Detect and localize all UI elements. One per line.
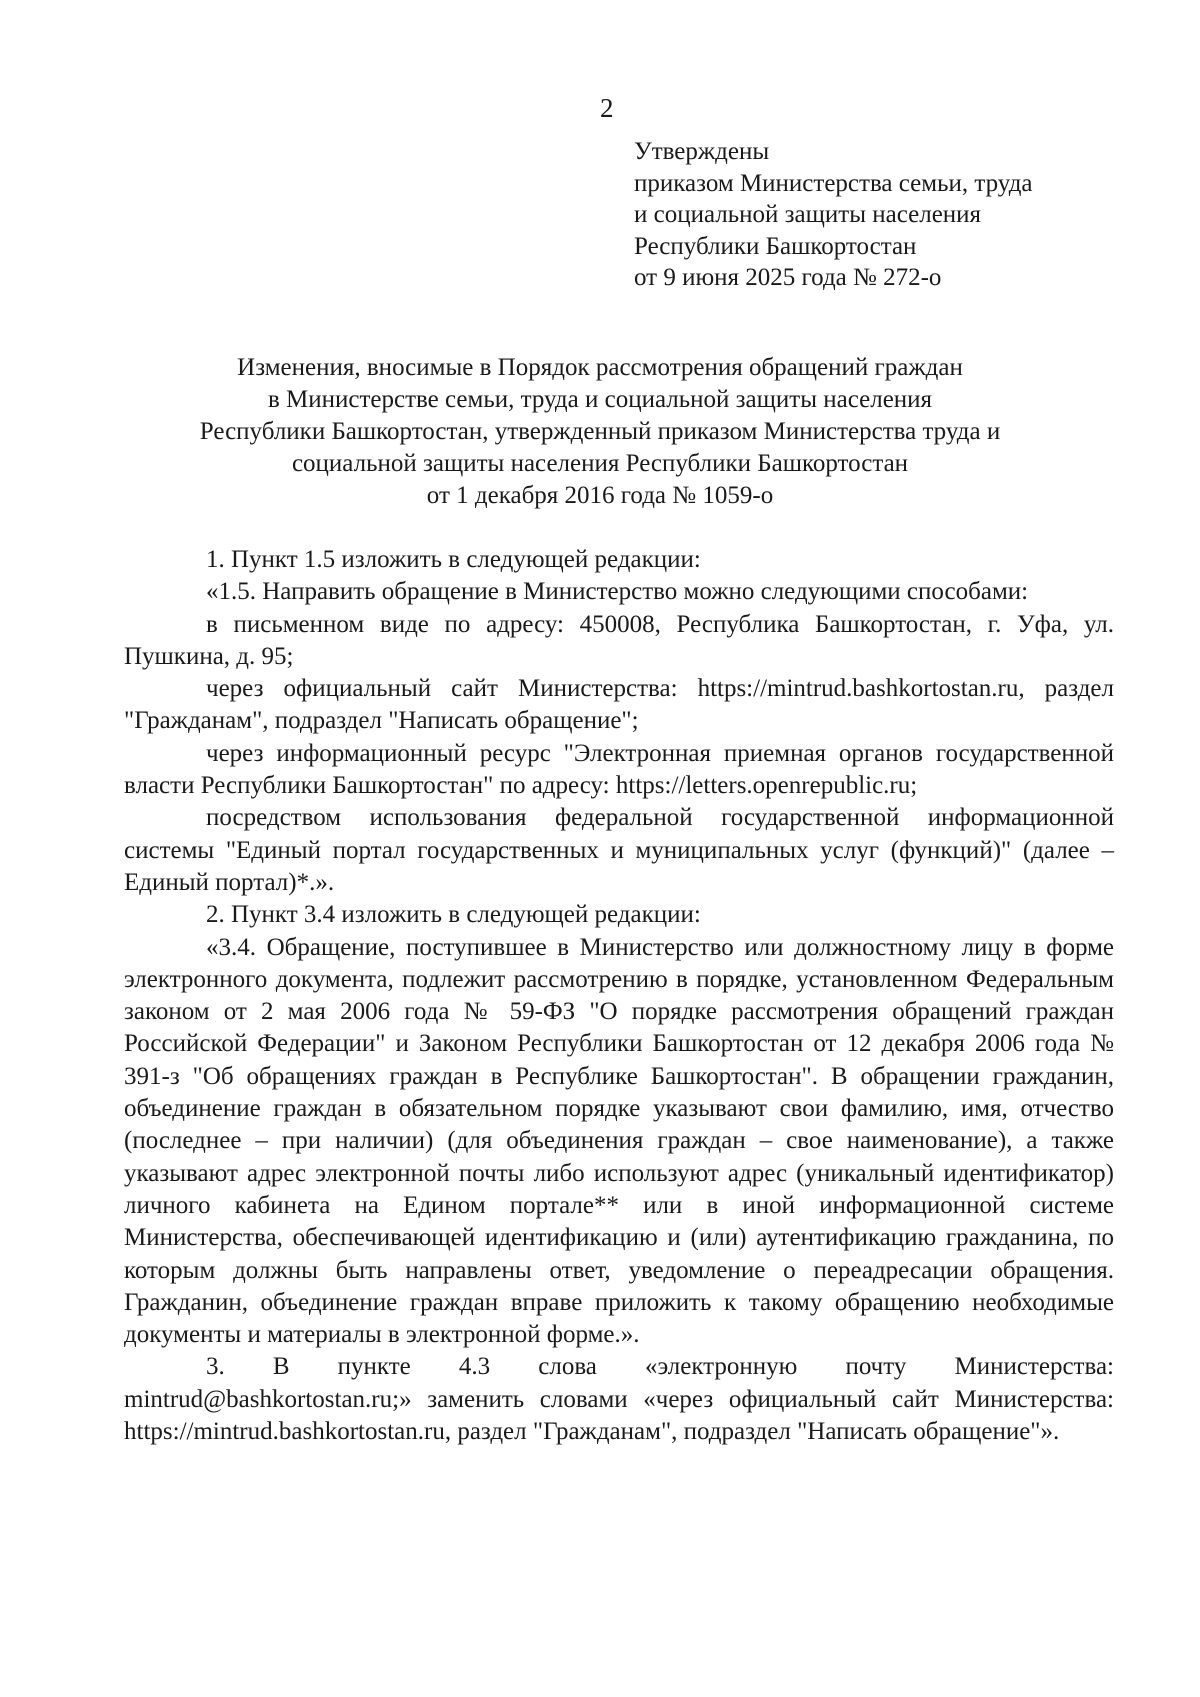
paragraph-item-1: 1. Пункт 1.5 изложить в следующей редакции: bbox=[206, 546, 701, 573]
paragraph-item-2: 2. Пункт 3.4 изложить в следующей редакции: bbox=[206, 901, 701, 929]
approval-line: Утверждены bbox=[634, 138, 770, 165]
approval-stamp-block bbox=[634, 136, 1094, 294]
page-number: 2 bbox=[600, 93, 614, 123]
title-line: от 1 декабря 2016 года № 1059-о bbox=[426, 482, 774, 509]
title-line: Изменения, вносимые в Порядок рассмотрения обращений граждан bbox=[237, 354, 963, 381]
document-body bbox=[124, 544, 1114, 1448]
paragraph-electronic-reception: через информационный ресурс "Электронная приемная органов государственной власти Республики Башкортостан" по адресу: https://letters.openrepublic.ru; bbox=[124, 739, 1114, 800]
title-line: социальной защиты населения Республики Башкортостан bbox=[291, 450, 909, 477]
title-line: в Министерстве семьи, труда и социальной защиты населения bbox=[267, 386, 933, 413]
paragraph-item-3-4: «3.4. Обращение, поступившее в Министерство или должностному лицу в форме электронного документа, подлежит рассмотрению в порядке, установленном Федеральным законом от 2 мая 2006 года № 59-ФЗ "О порядке рассмотрения обращений граждан Российской Федерации" и Законом Республики Башкортостан от 12 декабря 2006 года № 391-з "Об обращениях граждан в Республике Башкортостан". В обращении гражданин, объединение граждан в обязательном порядке указывают свои фамилию, имя, отчество (последнее – при наличии) (для объединения граждан – свое наименование), а также указывают адрес электронной почты либо используют адрес (уникальный идентификатор) личного кабинета на Едином портале** или в иной информационной системе Министерства, обеспечивающей идентификацию и (или) аутентификацию гражданина, по которым должны быть направлены ответ, уведомление о переадресации обращения. Гражданин, объединение граждан вправе приложить к такому обращению необходимые документы и материалы в электронной форме.». bbox=[124, 933, 1114, 1349]
paragraph-item-1-5: «1.5. Направить обращение в Министерство можно следующими способами: bbox=[206, 578, 1029, 606]
title-line: Республики Башкортостан, утвержденный приказом Министерства труда и bbox=[199, 418, 1001, 445]
paragraph-written-address: в письменном виде по адресу: 450008, Республика Башкортостан, г. Уфа, ул. Пушкина, д. 95; bbox=[124, 610, 1114, 670]
paragraph-official-site: через официальный сайт Министерства: https://mintrud.bashkortostan.ru, раздел "Гражданам", подраздел "Написать обращение"; bbox=[124, 675, 1114, 735]
approval-line: и социальной защиты населения bbox=[634, 201, 982, 228]
approval-line: Республики Башкортостан bbox=[634, 232, 917, 260]
paragraph-unified-portal: посредством использования федеральной государственной информационной системы "Единый портал государственных и муниципальных услуг (функций)" (далее – Единый портал)*.». bbox=[124, 804, 1114, 896]
approval-line: от 9 июня 2025 года № 272-о bbox=[634, 264, 942, 291]
document-title bbox=[130, 352, 1070, 512]
paragraph-item-3: 3. В пункте 4.3 слова «электронную почту Министерства: mintrud@bashkortostan.ru;» заменить словами «через официальный сайт Министерства: https://mintrud.bashkortostan.ru, раздел "Гражданам", подраздел "Написать обращение"». bbox=[124, 1353, 1114, 1446]
approval-line: приказом Министерства семьи, труда bbox=[634, 169, 1033, 197]
